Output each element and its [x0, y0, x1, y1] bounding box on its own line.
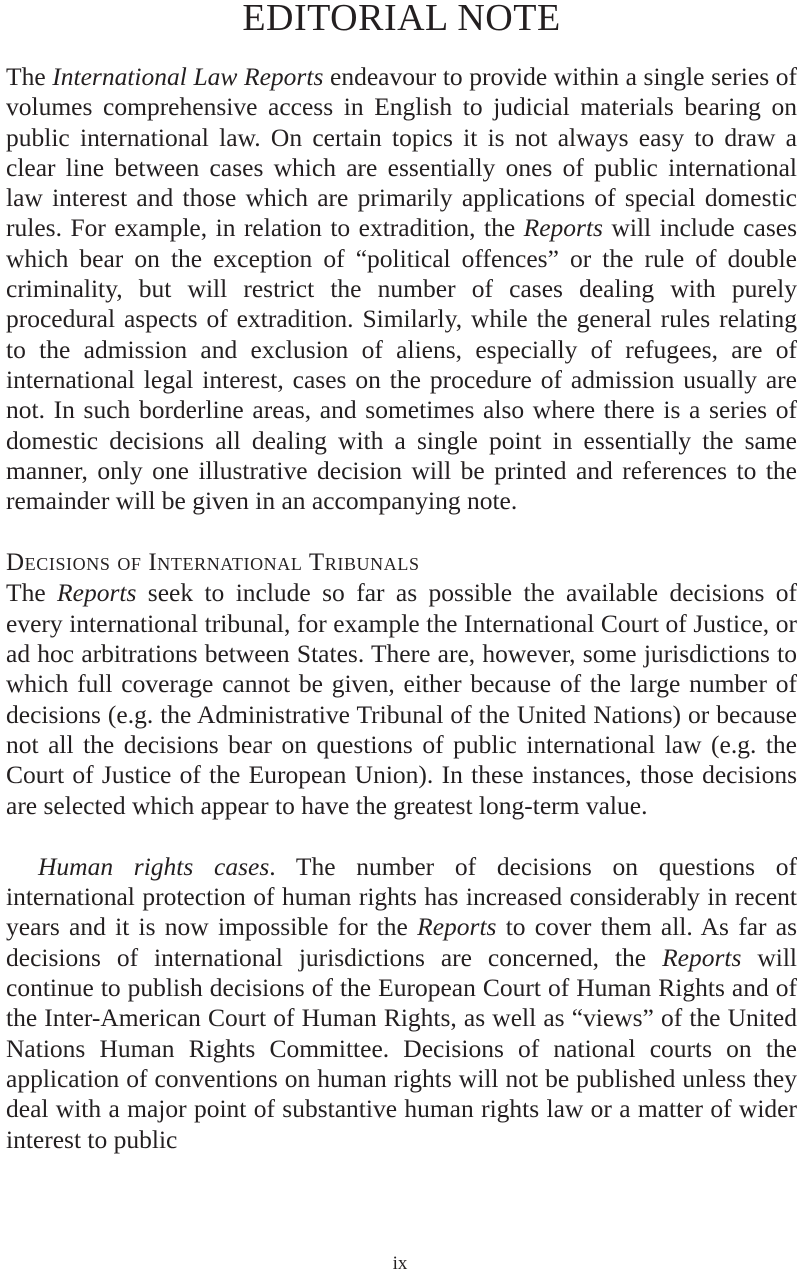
- tribunals-text-1: The: [6, 578, 58, 608]
- page-title: EDITORIAL NOTE: [242, 0, 561, 39]
- intro-italic-2: Reports: [523, 213, 603, 243]
- page-number: ix: [392, 1253, 408, 1274]
- human-rights-italic-1: Human rights cases: [38, 851, 270, 881]
- human-rights-italic-3: Reports: [662, 942, 742, 972]
- human-rights-italic-2: Reports: [417, 912, 497, 942]
- intro-text-1: The: [6, 62, 53, 91]
- intro-text-2: endeavour to provide within a single series of volumes comprehensive access in English to judicial materials bearing on public international law. On certain topics it is not always easy to draw a clear line between cases which are essentially ones of public international law interest and those which are primarily applications of special domestic rules. For example, in relation to extradition, the: [6, 62, 797, 243]
- tribunals-text-2: seek to include so far as possible the available decisions of every international tribunal, for example the International Court of Justice, or ad hoc arbitrations between States. There are, however, some jurisdictions to which full coverage cannot be given, either because of the large number of decisions (e.g. the Administrative Tribunal of the United Nations) or because not all the decisions bear on questions of public international law (e.g. the Court of Justice of the European Union). In these instances, those decisions are selected which appear to have the greatest long-term value.: [6, 578, 797, 820]
- human-rights-paragraph: [6, 852, 797, 1155]
- tribunals-paragraph: [6, 578, 797, 820]
- human-rights-text-3: will continue to publish decisions of the European Court of Human Rights and of the Inter-American Court of Human Rights, as well as “views” of the United Nations Human Rights Committee. Decisions of national courts on the application of conventions on human rights will not be published unless they deal with a major point of substantive human rights law or a matter of wider interest to public: [6, 942, 798, 1154]
- tribunals-italic-1: Reports: [57, 578, 137, 608]
- section-heading: Decisions of International Tribunals: [6, 549, 420, 577]
- intro-text-3: will include cases which bear on the exception of “political offences” or the rule of double criminality, but will restrict the number of cases dealing with purely procedural aspects of extradition. Similarly, while the general rules relating to the admission and exclusion of aliens, especially of refugees, are of international legal interest, cases on the procedure of admission usually are not. In such borderline areas, and sometimes also where there is a series of domestic decisions all dealing with a single point in essentially the same manner, only one illustrative decision will be printed and references to the remainder will be given in an accompanying note.: [6, 213, 797, 516]
- intro-paragraph: [6, 62, 797, 516]
- intro-italic-1: International Law Reports: [52, 62, 324, 91]
- human-rights-text-1: . The number of decisions on questions of international protection of human rights has increased considerably in recent years and it is now impossible for the: [6, 851, 797, 942]
- human-rights-text-2: to cover them all. As far as decisions of international jurisdictions are concerned, the: [6, 912, 797, 972]
